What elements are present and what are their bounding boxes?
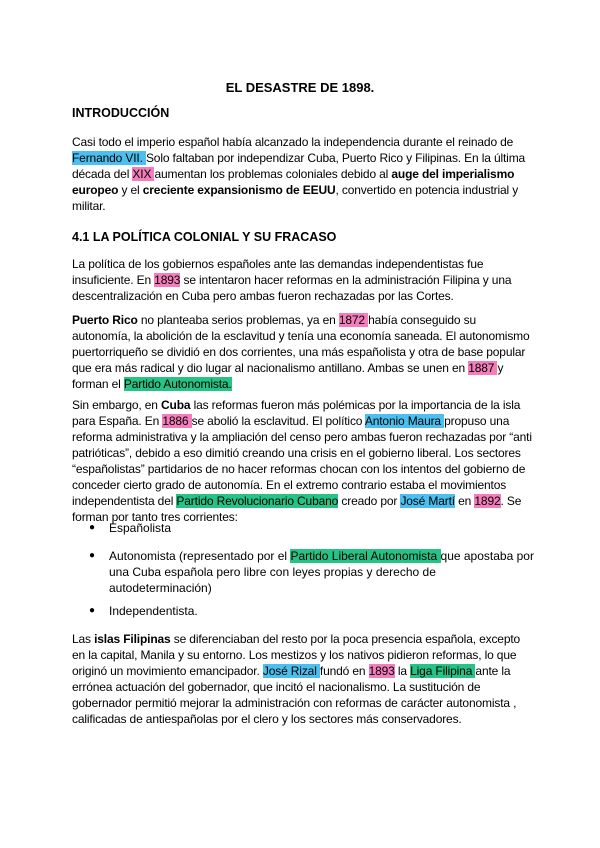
highlight-partido-liberal-autonomista: Partido Liberal Autonomista <box>290 549 441 563</box>
text: Sin embargo, en <box>72 398 161 412</box>
list-item-text: Españolista <box>109 521 172 535</box>
paragraph-filipinas <box>72 631 534 727</box>
highlight-liga-filipina: Liga Filipina <box>410 664 476 678</box>
text: y forman el <box>72 361 504 391</box>
text: . Se forman por tanto tres corrientes: <box>72 494 522 524</box>
highlight-xix: XIX <box>132 167 155 181</box>
bold-expansionismo: creciente expansionismo de EEUU <box>142 183 336 197</box>
highlight-jose-marti: José Martí <box>400 494 455 508</box>
text: había conseguido su autonomía, la abolición de la esclavitud y tenía una economía saneada. El autonomismo puertorriqueño se dividió en dos corrientes, una más españolista y otra de base popular que era más radical y dio lugar al nacionalismo antillano. Ambas se unen en <box>72 313 530 375</box>
text: que apostaba por una Cuba española pero libre con leyes propias y derecho de autodeterminación) <box>109 549 534 595</box>
text: y el <box>118 183 143 197</box>
text: propuso una reforma administrativa y la ampliación del censo pero ambas fueron rechazadas por “anti patrióticas”, debido a eso dimitió creando una crisis en el gobierno liberal. Los sectores “españolistas” partidarios de no hacer reformas chocan con los intentos del gobierno de conceder cierto grado de autonomía. En el extremo contrario estaba el movimientos independentista del <box>72 414 532 508</box>
list-item-text <box>109 548 534 596</box>
text: se abolió la esclavitud. El político <box>191 414 365 428</box>
text: creado por <box>338 494 401 508</box>
highlight-1893: 1893 <box>368 664 395 678</box>
text: Autonomista (representado por el <box>109 549 291 563</box>
bold-islas-filipinas: islas Filipinas <box>94 632 171 646</box>
text: aumentan los problemas coloniales debido al <box>154 167 392 181</box>
intro-paragraph <box>72 134 534 214</box>
text: La política de los gobiernos españoles ante las demandas independentistas fue insuficiente. En <box>72 257 484 287</box>
bold-cuba: Cuba <box>161 398 191 412</box>
highlight-antonio-maura: Antonio Maura <box>364 414 445 428</box>
highlight-1892: 1892 <box>474 494 501 508</box>
text: se intentaron hacer reformas en la administración Filipina y una descentralización en Cuba pero ambas fueron rechazadas por las Cortes. <box>72 273 512 303</box>
highlight-1887: 1887 <box>468 361 498 375</box>
highlight-fernando-vii: Fernando VII. <box>72 151 146 165</box>
highlight-partido-autonomista: Partido Autonomista. <box>123 377 232 391</box>
highlight-1886: 1886 <box>162 414 192 428</box>
text: Las <box>72 632 95 646</box>
bullet-icon: ● <box>89 605 96 616</box>
text: Solo faltaban por independizar Cuba, Puerto Rico y Filipinas. En la última década del <box>72 151 526 181</box>
paragraph-cuba <box>72 397 534 525</box>
text: fundó en <box>319 664 369 678</box>
section-heading: 4.1 LA POLÍTICA COLONIAL Y SU FRACASO <box>72 230 337 244</box>
text: no planteaba serios problemas, ya en <box>137 313 339 327</box>
text: las reformas fueron más polémicas por la importancia de la isla para España. En <box>72 398 521 428</box>
document-title: EL DESASTRE DE 1898. <box>225 80 375 95</box>
bullet-icon: ● <box>89 550 96 561</box>
paragraph-politica <box>72 256 534 304</box>
bullet-icon: ● <box>89 522 96 533</box>
highlight-1893: 1893 <box>154 273 181 287</box>
highlight-1872: 1872 <box>338 313 369 327</box>
text: ante la errónea actuación del gobernador, que incitó el nacionalismo. La sustitución de gobernador permitió mejorar la administración con reformas de carácter autonomista , calificadas de antiespañolas por el clero y los sectores más conservadores. <box>72 664 517 726</box>
text: , convertido en potencia industrial y militar. <box>72 183 519 213</box>
text: se diferenciaban del resto por la poca presencia española, excepto en la capital, Manila y su entorno. Los mestizos y los nativos pidieron reformas, lo que originó un movimiento emancipador. <box>72 632 521 678</box>
text: Casi todo el imperio español había alcanzado la independencia durante el reinado de <box>72 135 514 149</box>
highlight-partido-revolucionario-cubano: Partido Revolucionario Cubano <box>176 494 339 508</box>
bold-puerto-rico: Puerto Rico <box>72 313 138 327</box>
paragraph-puerto-rico <box>72 312 534 392</box>
list-item-text: Independentista. <box>109 604 198 618</box>
bold-imperialismo: auge del imperialismo europeo <box>72 167 515 197</box>
highlight-jose-rizal: José Rizal <box>262 664 320 678</box>
text: la <box>394 664 411 678</box>
text: en <box>454 494 475 508</box>
intro-heading: INTRODUCCIÓN <box>72 106 170 120</box>
